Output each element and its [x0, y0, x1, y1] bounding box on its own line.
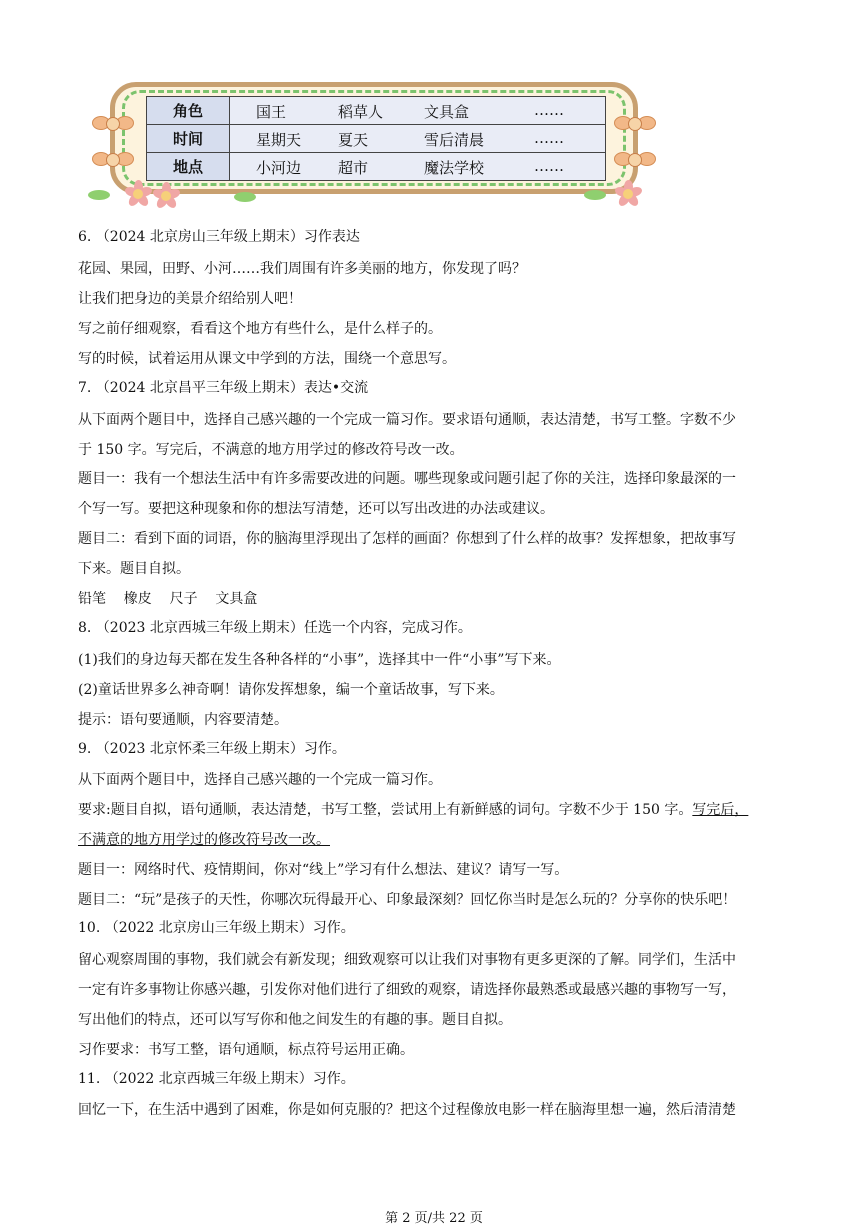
table-cell: 文具盒 — [424, 103, 470, 121]
paragraph: 题目二：看到下面的词语，你的脑海里浮现出了怎样的画面？你想到了什么样的故事？发挥想象，把故事写 — [78, 531, 736, 547]
flower-icon — [614, 112, 654, 134]
table-cell: 夏天 — [338, 131, 369, 149]
underlined-text: 不满意的地方用学过的修改符号改一改。 — [78, 832, 330, 848]
paragraph: 个写一写。要把这种现象和你的想法写清楚，还可以写出改进的办法或建议。 — [78, 501, 554, 517]
paragraph: 提示：语句要通顺，内容要清楚。 — [78, 712, 288, 728]
table-cell: …… — [534, 129, 564, 147]
question-title: 8. （2023 北京西城三年级上期末）任选一个内容，完成习作。 — [78, 620, 472, 636]
table-cell: …… — [534, 157, 564, 175]
question-title: 10. （2022 北京房山三年级上期末）习作。 — [78, 920, 355, 936]
paragraph: 花园、果园，田野、小河……我们周围有许多美丽的地方，你发现了吗？ — [78, 261, 526, 277]
paragraph: 从下面两个题目中，选择自己感兴趣的一个完成一篇习作。要求语句通顺，表达清楚，书写工整。字数不少 — [78, 412, 736, 428]
paragraph: (1)我们的身边每天都在发生各种各样的“小事”，选择其中一件“小事”写下来。 — [78, 652, 561, 668]
row-header: 时间 — [147, 125, 230, 153]
row-header: 地点 — [147, 153, 230, 181]
row-values — [230, 125, 606, 153]
flower-icon — [614, 180, 642, 208]
leaf-icon — [234, 192, 256, 202]
table-row — [147, 153, 606, 181]
table-cell: 小河边 — [256, 159, 302, 177]
flower-icon — [152, 182, 180, 210]
paragraph: 让我们把身边的美景介绍给别人吧！ — [78, 291, 302, 307]
row-values — [230, 97, 606, 125]
paragraph: 写出他们的特点，还可以写写你和他之间发生的有趣的事。题目自拟。 — [78, 1012, 512, 1028]
paragraph — [78, 800, 794, 820]
paragraph: 题目一：网络时代、疫情期间，你对“线上”学习有什么想法、建议？请写一写。 — [78, 862, 569, 878]
paragraph — [78, 830, 794, 850]
question-title: 6. （2024 北京房山三年级上期末）习作表达 — [78, 229, 360, 245]
flower-icon — [614, 148, 654, 170]
table-cell: …… — [534, 101, 564, 119]
flower-icon — [92, 148, 132, 170]
paragraph: 习作要求：书写工整，语句通顺，标点符号运用正确。 — [78, 1042, 414, 1058]
table-cell: 雪后清晨 — [424, 131, 485, 149]
leaf-icon — [88, 190, 110, 200]
paragraph: 从下面两个题目中，选择自己感兴趣的一个完成一篇习作。 — [78, 772, 442, 788]
word-bank-frame — [84, 80, 668, 202]
paragraph: 一定有许多事物让你感兴趣，引发你对他们进行了细致的观察，请选择你最熟悉或最感兴趣的事物写一写， — [78, 982, 736, 998]
word-list: 铅笔 橡皮 尺子 文具盒 — [78, 591, 258, 607]
page-number: 第 2 页/共 22 页 — [385, 1211, 483, 1226]
paragraph: 下来。题目自拟。 — [78, 561, 190, 577]
paragraph: 回忆一下，在生活中遇到了困难，你是如何克服的？把这个过程像放电影一样在脑海里想一遍，然后清清楚 — [78, 1102, 736, 1118]
table-cell: 星期天 — [256, 131, 302, 149]
requirement-text: 要求:题目自拟，语句通顺，表达清楚，书写工整，尝试用上有新鲜感的词句。字数不少于 150 字。 — [78, 802, 693, 818]
table-cell: 国王 — [256, 103, 287, 121]
word-bank-table — [146, 96, 606, 181]
paragraph: 留心观察周围的事物，我们就会有新发现；细致观察可以让我们对事物有更多更深的了解。同学们，生活中 — [78, 952, 736, 968]
table-cell: 超市 — [338, 159, 369, 177]
paragraph: 题目一：我有一个想法生活中有许多需要改进的问题。哪些现象或问题引起了你的关注，选择印象最深的一 — [78, 471, 736, 487]
flower-icon — [92, 112, 132, 134]
paragraph: (2)童话世界多么神奇啊！请你发挥想象，编一个童话故事，写下来。 — [78, 682, 504, 698]
leaf-icon — [584, 190, 606, 200]
underlined-text: 写完后， — [692, 802, 749, 818]
table-cell: 魔法学校 — [424, 159, 485, 177]
question-title: 11. （2022 北京西城三年级上期末）习作。 — [78, 1071, 355, 1087]
paragraph: 题目二：“玩”是孩子的天性，你哪次玩得最开心、印象最深刻？回忆你当时是怎么玩的？分享你的快乐吧！ — [78, 892, 737, 908]
question-title: 9. （2023 北京怀柔三年级上期末）习作。 — [78, 741, 346, 757]
paragraph: 写的时候，试着运用从课文中学到的方法，围绕一个意思写。 — [78, 351, 456, 367]
table-row — [147, 125, 606, 153]
row-values — [230, 153, 606, 181]
paragraph: 写之前仔细观察，看看这个地方有些什么，是什么样子的。 — [78, 321, 442, 337]
question-title: 7. （2024 北京昌平三年级上期末）表达•交流 — [78, 380, 369, 396]
row-header: 角色 — [147, 97, 230, 125]
flower-icon — [124, 180, 152, 208]
paragraph: 于 150 字。写完后，不满意的地方用学过的修改符号改一改。 — [78, 442, 464, 458]
table-row — [147, 97, 606, 125]
table-cell: 稻草人 — [338, 103, 384, 121]
